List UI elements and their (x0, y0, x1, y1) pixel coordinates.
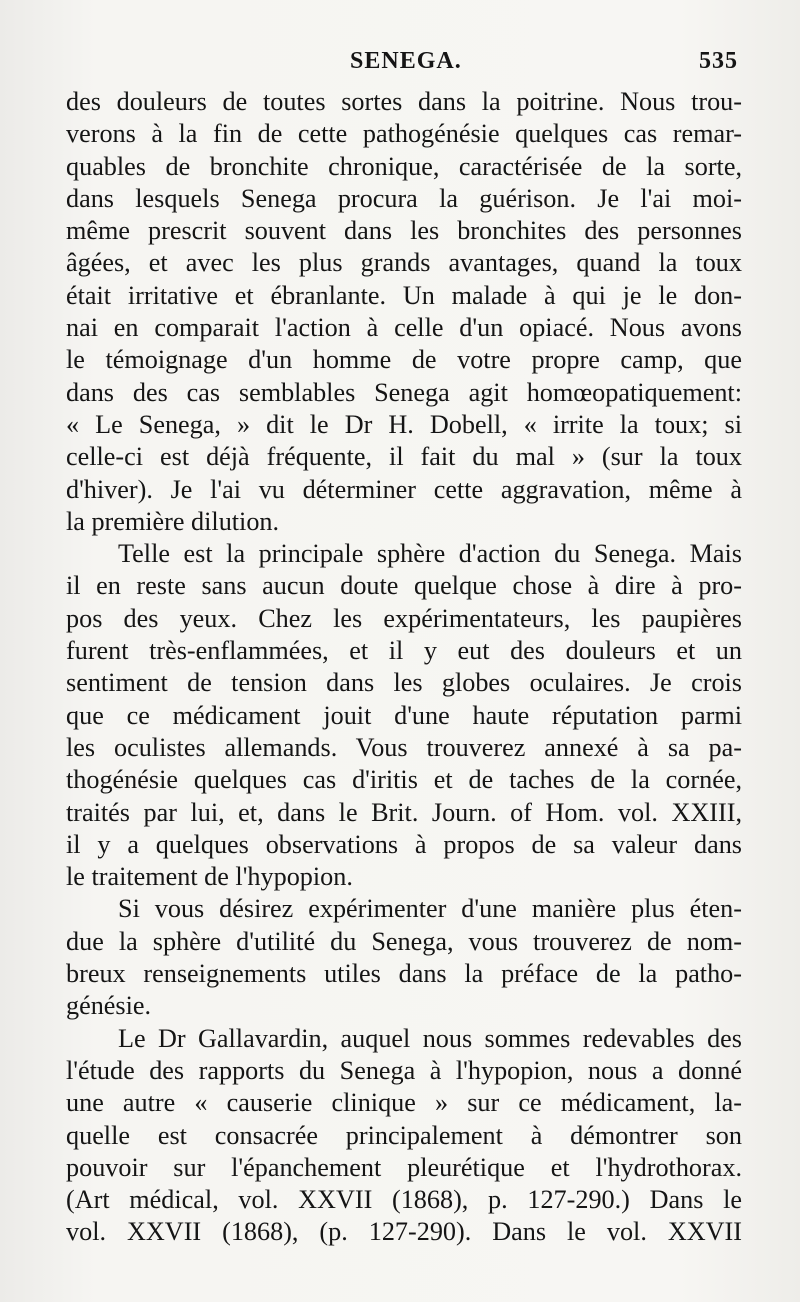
text-line: (Art médical, vol. XXVII (1868), p. 127-290.) Dans le (66, 1185, 742, 1215)
text-line: les oculistes allemands. Vous trouverez annexé à sa pa- (66, 732, 742, 762)
text-line: le traitement de l'hypopion. (66, 862, 353, 892)
text-line: que ce médicament jouit d'une haute réputation parmi (66, 700, 742, 730)
text-line: la première dilution. (66, 506, 280, 536)
running-head (66, 48, 740, 84)
text-line: due la sphère d'utilité du Senega, vous trouverez de nom- (66, 926, 742, 956)
body-text (66, 86, 742, 1249)
text-line: il y a quelques observations à propos de sa valeur dans (66, 829, 742, 859)
text-line: même prescrit souvent dans les bronchites des personnes (66, 216, 742, 246)
text-line: thogénésie quelques cas d'iritis et de taches de la cornée, (66, 765, 742, 795)
text-line: âgées, et avec les plus grands avantages, quand la toux (66, 248, 742, 278)
text-line: « Le Senega, » dit le Dr H. Dobell, « irrite la toux; si (66, 409, 742, 439)
text-line: pouvoir sur l'épanchement pleurétique et l'hydrothorax. (66, 1152, 742, 1182)
page-number: 535 (699, 48, 738, 74)
text-line: verons à la fin de cette pathogénésie quelques cas remar- (66, 119, 742, 149)
text-line: breux renseignements utiles dans la préface de la patho- (66, 959, 742, 989)
text-line: vol. XXVII (1868), (p. 127-290). Dans le vol. XXVII (66, 1217, 742, 1247)
text-line: nai en comparait l'action à celle d'un opiacé. Nous avons (66, 313, 742, 343)
text-line: dans des cas semblables Senega agit homœopatiquement: (66, 377, 742, 407)
text-line: traités par lui, et, dans le Brit. Journ. of Hom. vol. XXIII, (66, 797, 742, 827)
text-line: était irritative et ébranlante. Un malade à qui je le don- (66, 280, 742, 310)
text-line: des douleurs de toutes sortes dans la poitrine. Nous trou- (66, 87, 742, 116)
text-line: furent très-enflammées, et il y eut des douleurs et un (66, 636, 742, 666)
text-line: une autre « causerie clinique » sur ce médicament, la- (66, 1088, 742, 1118)
text-line: il en reste sans aucun doute quelque chose à dire à pro- (66, 571, 742, 601)
text-line: le témoignage d'un homme de votre propre camp, que (66, 345, 742, 375)
text-line: dans lesquels Senega procura la guérison. Je l'ai moi- (66, 183, 742, 213)
text-line: pos des yeux. Chez les expérimentateurs, les paupières (66, 603, 742, 633)
running-head-title: SENEGA. (350, 48, 462, 74)
text-line: Si vous désirez expérimenter d'une manière plus éten- (118, 894, 742, 924)
text-line: Telle est la principale sphère d'action du Senega. Mais (118, 539, 742, 569)
text-line: sentiment de tension dans les globes oculaires. Je crois (66, 668, 742, 698)
text-line: l'étude des rapports du Senega à l'hypopion, nous a donné (66, 1055, 742, 1085)
text-line: Le Dr Gallavardin, auquel nous sommes redevables des (118, 1023, 742, 1053)
text-line: celle-ci est déjà fréquente, il fait du mal » (sur la toux (66, 442, 742, 472)
text-line: d'hiver). Je l'ai vu déterminer cette aggravation, même à (66, 474, 742, 504)
text-line: quables de bronchite chronique, caractérisée de la sorte, (66, 151, 742, 181)
text-line: génésie. (66, 991, 152, 1021)
text-line: quelle est consacrée principalement à démontrer son (66, 1120, 742, 1150)
